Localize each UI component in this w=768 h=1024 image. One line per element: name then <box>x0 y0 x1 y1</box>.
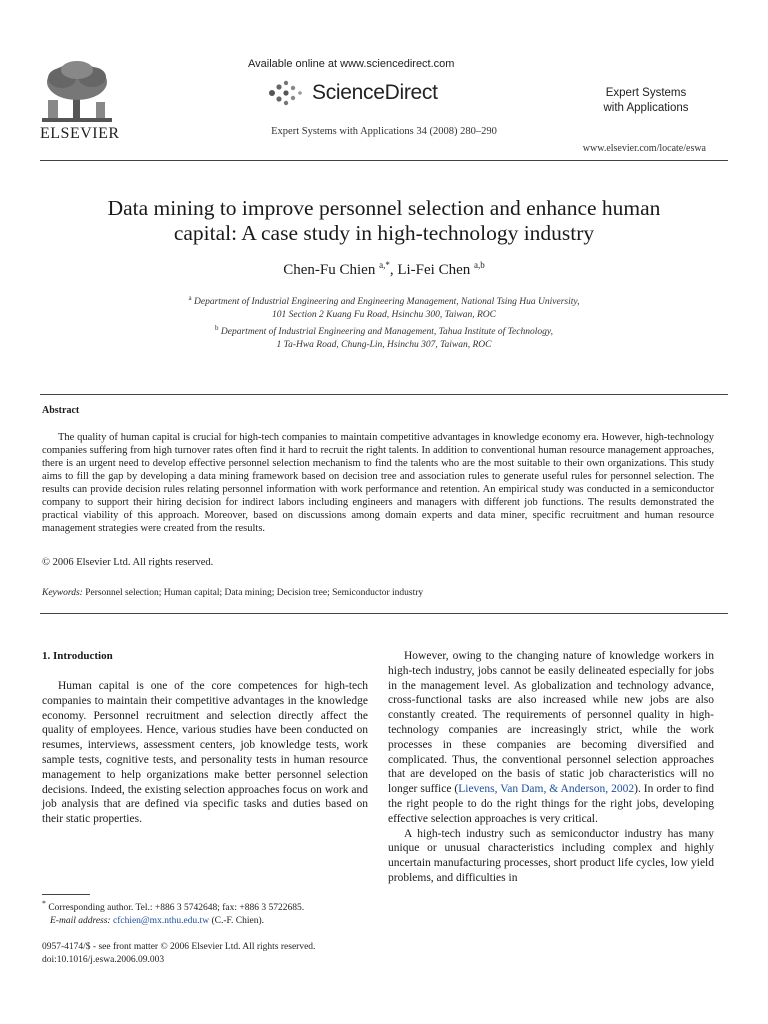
author-separator: , <box>389 262 398 278</box>
citation-link-lievens[interactable]: Lievens, Van Dam, & Anderson, 2002 <box>458 783 635 796</box>
intro-paragraph-2-text-b: ). In order to find the right people to do the right things for the right jobs, developing effective selection approaches is very critical. <box>388 783 714 825</box>
footnote-rule <box>42 894 90 895</box>
journal-citation: Expert Systems with Applications 34 (2008) 280–290 <box>271 126 497 137</box>
author-chen[interactable]: Li-Fei Chen <box>397 262 471 278</box>
journal-name <box>586 86 706 116</box>
footnote-email-suffix: (C.-F. Chien). <box>211 915 264 926</box>
available-online-text[interactable]: Available online at www.sciencedirect.com <box>248 58 455 70</box>
author-chen-affil: a,b <box>474 260 485 270</box>
title-line1: Data mining to improve personnel selection and enhance human <box>107 196 661 220</box>
affiliations <box>0 292 768 352</box>
journal-name-line2: with Applications <box>603 102 689 114</box>
issn-doi-block <box>42 941 315 966</box>
keywords <box>42 588 423 598</box>
affiliation-a <box>0 292 768 309</box>
section-heading-introduction: 1. Introduction <box>42 650 113 662</box>
intro-paragraph-2 <box>388 649 714 827</box>
author-list <box>0 260 768 279</box>
journal-url-link[interactable]: www.elsevier.com/locate/eswa <box>582 143 706 154</box>
title-line2: capital: A case study in high-technology industry <box>173 221 595 245</box>
intro-paragraph-1: Human capital is one of the core competences for high-tech companies to maintain their competitive advantages in the knowledge economy. Personnel recruitment and selection directly affect the quality of employees. Hence, various studies have been conducted on resumes, interviews, assessment centers, job knowledge tests, work sample tests, cognitive tests, and personality tests in human resource management to help organizations make better personnel selection decisions. Indeed, the existing selection approaches focus on work and job analysis that are defined via specific tasks and duties based on their static properties. <box>42 680 368 826</box>
abstract-bottom-rule <box>40 613 728 614</box>
footnote-marker: * <box>42 899 46 908</box>
affiliation-b-line1: Department of Industrial Engineering and Management, Tahua Institute of Technology, <box>220 327 553 338</box>
footnote-email-label: E-mail address: <box>50 915 111 926</box>
right-column <box>388 649 714 886</box>
affiliation-b <box>0 322 768 339</box>
abstract-heading: Abstract <box>42 405 80 416</box>
journal-name-line1: Expert Systems <box>605 87 687 99</box>
abstract-body: The quality of human capital is crucial for high-tech companies to maintain competitive advantages in knowledge economy era. However, high-technology companies suffering from high turnover rates often find it hard to recruit the right talents. In addition to conventional human resource management approaches, there is an urgent need to develop effective personnel selection mechanism to find the talents who are the most suitable to their own organizations. This study aims to fill the gap by developing a data mining framework based on decision tree and association rules to generate useful rules for personnel selection. The results can provide decision rules relating personnel information with work performance and retention. An empirical study was conducted in a semiconductor company to support their hiring decision for indirect labors including engineers and managers with different job functions. The results demonstrated the practical viability of this approach. Moreover, based on discussions among domain experts and data miner, specific recruitment and human resource management strategies were created from the results. <box>42 432 714 534</box>
affiliation-b-line2: 1 Ta-Hwa Road, Chung-Lin, Hsinchu 307, Taiwan, ROC <box>276 340 492 351</box>
footnote-contact: Corresponding author. Tel.: +886 3 5742648; fax: +886 3 5722685. <box>48 903 305 914</box>
affiliation-b-label: b <box>215 324 219 333</box>
abstract-copyright: © 2006 Elsevier Ltd. All rights reserved. <box>42 557 214 568</box>
sciencedirect-brand: ScienceDirect <box>312 81 438 104</box>
affiliation-a-label: a <box>188 294 192 302</box>
keywords-label: Keywords: <box>42 588 83 598</box>
issn-line: 0957-4174/$ - see front matter © 2006 Elsevier Ltd. All rights reserved. <box>42 942 316 952</box>
corresponding-author-footnote <box>42 898 368 927</box>
keywords-list: Personnel selection; Human capital; Data mining; Decision tree; Semiconductor industry <box>85 588 424 598</box>
sciencedirect-dots-icon <box>268 80 306 106</box>
doi-line[interactable]: doi:10.1016/j.eswa.2006.09.003 <box>42 954 165 965</box>
publisher-name: ELSEVIER <box>40 125 120 142</box>
sciencedirect-logo[interactable] <box>268 80 438 106</box>
article-title <box>50 196 718 246</box>
footnote-email-link[interactable]: cfchien@mx.nthu.edu.tw <box>112 915 210 926</box>
author-chien[interactable]: Chen-Fu Chien <box>283 262 376 278</box>
affiliation-a-line1: Department of Industrial Engineering and Engineering Management, National Tsing Hua University, <box>194 297 580 308</box>
header-rule <box>40 160 728 161</box>
intro-paragraph-2-text-a: However, owing to the changing nature of knowledge workers in high-tech industry, jobs cannot be easily delineated especially for jobs in the management level. As globalization and technology advance, cross-functional tasks are also increased while new jobs are also constantly created. The requirements of personnel quality in high-technology companies are increasingly strict, while the work processes in these companies are becoming diversified and complicated. Thus, the conventional personnel selection approaches that are developed on the basis of static job characteristics will no longer suffice ( <box>388 650 714 796</box>
left-column <box>42 679 368 827</box>
elsevier-tree-logo <box>40 60 114 124</box>
intro-paragraph-3: A high-tech industry such as semiconductor industry has many unique or unusual characteristics including complex and highly uncertain manufacturing processes, short product life cycles, low yield problems, and difficulties in <box>388 827 714 884</box>
author-chien-affil: a,* <box>379 260 390 270</box>
abstract-top-rule <box>40 394 728 395</box>
affiliation-a-line2: 101 Section 2 Kuang Fu Road, Hsinchu 300, Taiwan, ROC <box>272 310 496 321</box>
